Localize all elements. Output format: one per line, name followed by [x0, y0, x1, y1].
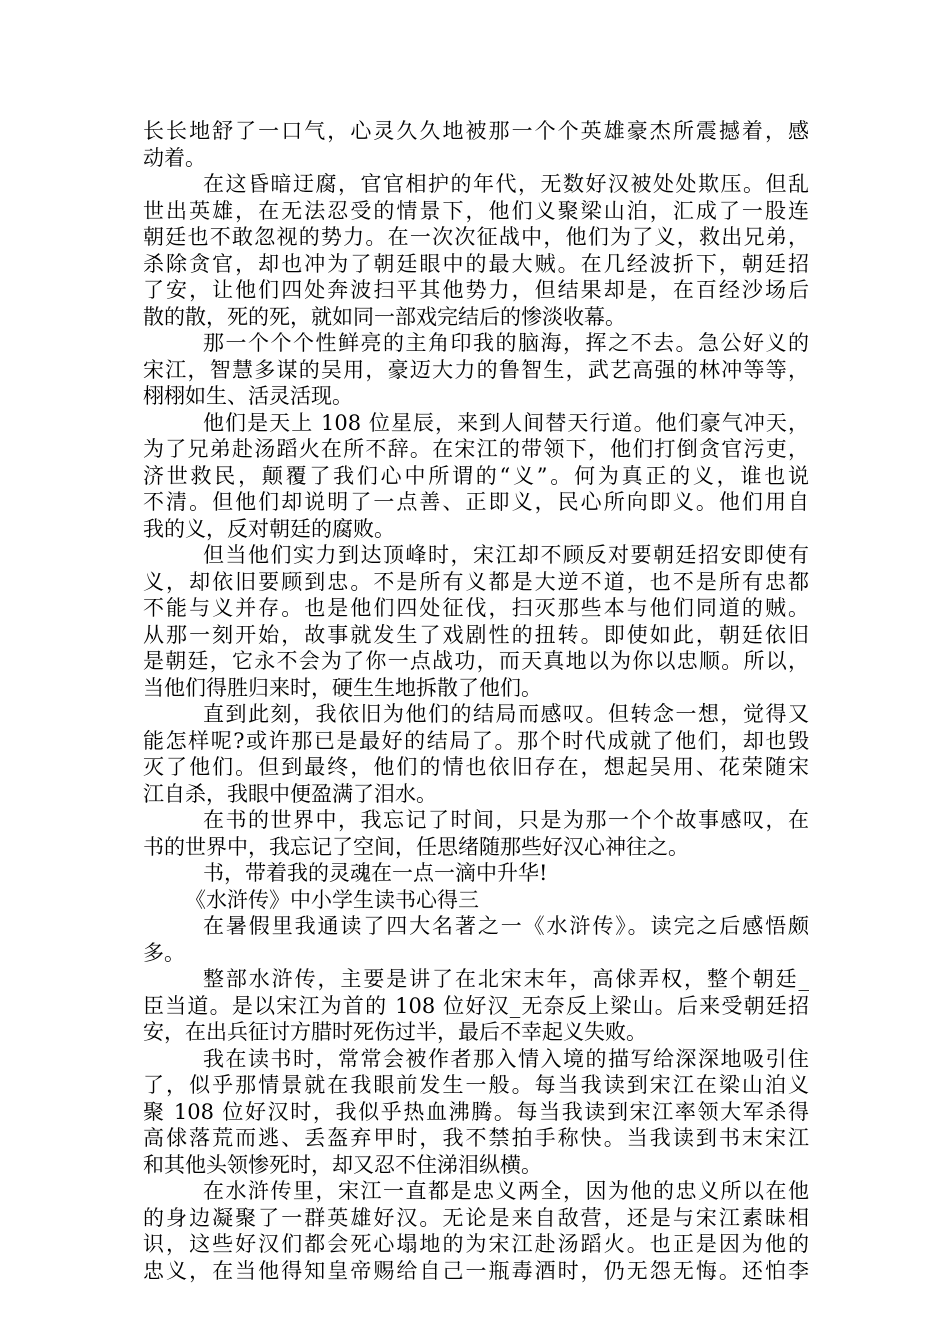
- text-line: 但当他们实力到达顶峰时，宋江却不顾反对要朝廷招安即使有: [203, 543, 809, 567]
- text-line: 书，带着我的灵魂在一点一滴中升华!: [203, 861, 548, 885]
- text-line: 当他们得胜归来时，硬生生地拆散了他们。: [143, 675, 542, 700]
- text-line: 长长地舒了一口气，心灵久久地被那一个个英雄豪杰所震撼着，感: [143, 119, 809, 143]
- text-line: 世出英雄，在无法忍受的情景下，他们义聚梁山泊，汇成了一股连: [143, 198, 809, 223]
- text-line: 臣当道。是以宋江为首的 108 位好汉_无奈反上梁山。后来受朝廷招: [143, 993, 809, 1018]
- text-line: 杀除贪官，却也冲为了朝廷眼中的最大贼。在几经波折下，朝廷招: [143, 251, 809, 276]
- text-line: 他们是天上 108 位星辰，来到人间替天行道。他们豪气冲天，: [203, 410, 809, 435]
- text-line: 我在读书时，常常会被作者那入情入境的描写给深深地吸引住: [203, 1046, 809, 1071]
- text-line: 朝廷也不敢忽视的势力。在一次次征战中，他们为了义，救出兄弟，: [143, 225, 809, 249]
- text-line: 安，在出兵征讨方腊时死伤过半，最后不幸起义失败。: [143, 1020, 647, 1044]
- text-line: 在这昏暗迂腐，官官相护的年代，无数好汉被处处欺压。但乱: [203, 172, 809, 196]
- text-line: 动着。: [143, 145, 206, 170]
- text-line: 直到此刻，我依旧为他们的结局而感叹。但转念一想，觉得又: [203, 702, 809, 726]
- document-page: [143, 118, 809, 1284]
- text-line: 多。: [143, 940, 185, 965]
- text-line: 那一个个个性鲜亮的主角印我的脑海，挥之不去。急公好义的: [203, 331, 809, 355]
- text-line: 不能与义并存。也是他们四处征伐，扫灭那些本与他们同道的贼。: [143, 596, 809, 620]
- text-line: 书的世界中，我忘记了空间，任思绪随那些好汉心神往之。: [143, 834, 689, 859]
- text-line: 整部水浒传，主要是讲了在北宋末年，高俅弄权，整个朝廷_: [203, 967, 809, 991]
- text-line: 我的义，反对朝廷的腐败。: [143, 516, 395, 541]
- text-line: 是朝廷，它永不会为了你一点战功，而天真地以为你以忠顺。所以，: [143, 649, 809, 673]
- text-line: 宋江，智慧多谋的吴用，豪迈大力的鲁智生，武艺高强的林冲等等，: [143, 357, 809, 382]
- text-line: 和其他头领惨死时，却又忍不住涕泪纵横。: [143, 1152, 542, 1177]
- text-line: 了，似乎那情景就在我眼前发生一般。每当我读到宋江在梁山泊义: [143, 1073, 809, 1097]
- text-line: 栩栩如生、活灵活现。: [143, 384, 353, 408]
- text-line: 济世救民，颠覆了我们心中所谓的“义”。何为真正的义，谁也说: [143, 463, 809, 488]
- text-line: 散的散，死的死，就如同一部戏完结后的惨淡收幕。: [143, 304, 626, 329]
- text-line: 在暑假里我通读了四大名著之一《水浒传》。读完之后感悟颇: [203, 914, 809, 938]
- text-line: 为了兄弟赴汤蹈火在所不辞。在宋江的带领下，他们打倒贪官污吏，: [143, 437, 809, 461]
- text-line: 识，这些好汉们都会死心塌地的为宋江赴汤蹈火。也正是因为他的: [143, 1232, 809, 1256]
- text-line: 聚 108 位好汉时，我似乎热血沸腾。每当我读到宋江率领大军杀得: [143, 1099, 809, 1124]
- section-heading: 《水浒传》中小学生读书心得三: [185, 887, 479, 912]
- text-line: 不清。但他们却说明了一点善、正即义，民心所向即义。他们用自: [143, 490, 809, 514]
- text-line: 的身边凝聚了一群英雄好汉。无论是来自敌营，还是与宋江素昧相: [143, 1205, 809, 1230]
- text-line: 能怎样呢?或许那已是最好的结局了。那个时代成就了他们，却也毁: [143, 728, 809, 753]
- text-line: 高俅落荒而逃、丢盔弃甲时，我不禁拍手称快。当我读到书末宋江: [143, 1126, 809, 1150]
- text-line: 从那一刻开始，故事就发生了戏剧性的扭转。即使如此，朝廷依旧: [143, 622, 809, 647]
- text-line: 江自杀，我眼中便盈满了泪水。: [143, 781, 437, 806]
- text-line: 义，却依旧要顾到忠。不是所有义都是大逆不道，也不是所有忠都: [143, 569, 809, 594]
- text-line: 在水浒传里，宋江一直都是忠义两全，因为他的忠义所以在他: [203, 1179, 809, 1203]
- text-line: 了安，让他们四处奔波扫平其他势力，但结果却是，在百经沙场后: [143, 278, 809, 302]
- text-line: 在书的世界中，我忘记了时间，只是为那一个个故事感叹，在: [203, 808, 809, 832]
- text-line: 灭了他们。但到最终，他们的情也依旧存在，想起吴用、花荣随宋: [143, 755, 809, 779]
- text-line: 忠义，在当他得知皇帝赐给自己一瓶毒酒时，仍无怨无悔。还怕李: [143, 1258, 809, 1283]
